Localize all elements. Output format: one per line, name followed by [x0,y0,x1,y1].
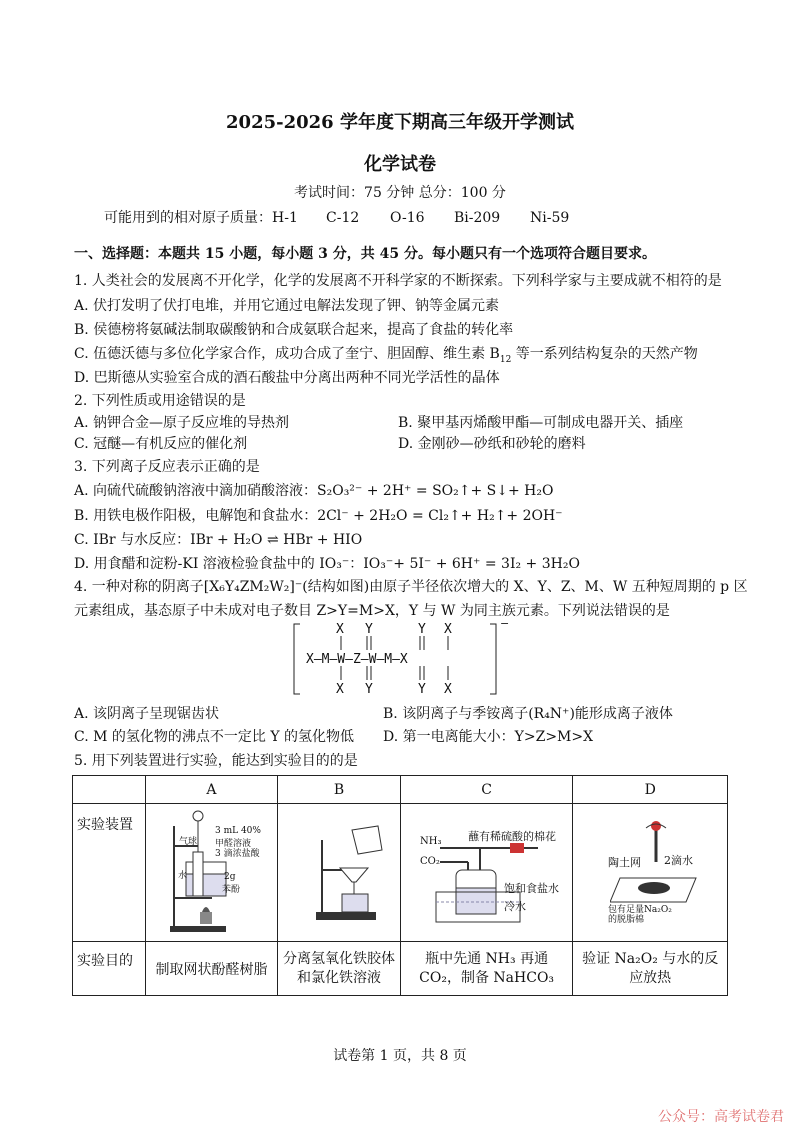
label-balloon: 气球 [179,837,198,847]
label-phenol: 苯酚 [222,885,241,895]
q2-option-d: D. 金刚砂—砂纸和砂轮的磨料 [398,436,586,452]
q3-stem: 3. 下列离子反应表示正确的是 [74,459,260,475]
q2-option-b: B. 聚甲基丙烯酸甲酯—可制成电器开关、插座 [398,415,684,431]
row-apparatus-label: 实验装置 [73,804,146,942]
q1-stem: 1. 人类社会的发展离不开化学，化学的发展离不开科学家的不断探索。下列科学家与主要成就不相符的是 [74,273,722,289]
label-cotton-1: 包有足量Na₂O₂ [608,905,672,915]
q2-option-c: C. 冠醚—有机反应的催化剂 [74,436,248,452]
table-corner [73,776,146,804]
q1-option-c [74,344,698,370]
watermark: 公众号：高考试卷君 [658,1109,784,1125]
label-water: 水 [178,871,188,881]
section-heading: 一、选择题：本题共 15 小题，每小题 3 分，共 45 分。每小题只有一个选项符合题目要求。 [74,246,656,262]
q4-option-a: A. 该阴离子呈现锯齿状 [74,706,220,722]
label-nh3: NH₃ [420,836,442,847]
purpose-d: 验证 Na₂O₂ 与水的反应放热 [573,942,728,996]
structure-charge: − [500,617,510,630]
q3-option-b: B. 用铁电极作阳极，电解饱和食盐水：2Cl⁻ + 2H₂O = Cl₂↑+ H₂↑+ 2OH⁻ [74,508,563,524]
atomic-mass-ni: Ni-59 [530,210,570,226]
q4-option-b: B. 该阴离子与季铵离子(R₄N⁺)能形成离子液体 [383,706,673,722]
column-a: A [145,776,277,804]
apparatus-b-drawing [312,820,392,926]
label-cotton: 蘸有稀硫酸的棉花 [468,830,556,843]
q3-option-d: D. 用食醋和淀粉-KI 溶液检验食盐中的 IO₃⁻：IO₃⁻+ 5I⁻ + 6H⁺ = 3I₂ + 3H₂O [74,556,580,572]
label-brine: 饱和食盐水 [504,882,559,895]
atomic-mass-c: C-12 [326,210,360,226]
q3-option-a: A. 向硫代硫酸钠溶液中滴加硝酸溶液：S₂O₃²⁻ + 2H⁺ = SO₂↑+ S↓+ H₂O [74,483,554,499]
purpose-b: 分离氢氧化铁胶体和氯化铁溶液 [278,942,401,996]
label-co2: CO₂ [420,856,440,867]
structure-top-3: Y [418,622,426,637]
label-cotton-2: 的脱脂棉 [608,915,645,925]
structure-bottom-3: Y [418,682,426,697]
purpose-a: 制取网状酚醛树脂 [145,942,277,996]
structure-bottom-1: X [336,682,344,697]
q3-option-c: C. IBr 与水反应：IBr + H₂O ⇌ HBr + HIO [74,532,363,548]
q1-option-c-sub: 12 [499,354,512,365]
atomic-mass-h: H-1 [272,210,298,226]
label-reagent-1: 3 mL 40% [215,826,261,836]
time-score: 考试时间：75 分钟 总分：100 分 [294,185,506,201]
atomic-masses-label: 可能用到的相对原子质量： [104,210,272,226]
q2-stem: 2. 下列性质或用途错误的是 [74,393,246,409]
structure-middle: X—M—W—Z—W—M—X [306,652,408,667]
atomic-mass-o: O-16 [390,210,425,226]
q1-option-d: D. 巴斯德从实验室合成的酒石酸盐中分离出两种不同光学活性的晶体 [74,370,500,386]
column-c: C [400,776,573,804]
structure-top-1: X [336,622,344,637]
q5-stem: 5. 用下列装置进行实验，能达到实验目的的是 [74,753,358,769]
structure-top-2: Y [365,622,373,637]
q1-option-b: B. 侯德榜将氨碱法制取碳酸钠和合成氨联合起来，提高了食盐的转化率 [74,322,514,338]
label-mass: 2g [224,872,236,882]
label-reagent-3: 3 滴浓盐酸 [215,849,260,859]
label-cold-water: 冷水 [504,900,526,913]
subject-title: 化学试卷 [364,154,436,175]
q2-option-a: A. 钠钾合金—原子反应堆的导热剂 [74,415,290,431]
q4-stem-line2: 元素组成，基态原子中未成对电子数目 Z>Y=M>X，Y 与 W 为同主族元素。下列说法错误的是 [74,603,670,619]
label-reagent-2: 甲醛溶液 [215,839,252,849]
structure-bottom-2: Y [365,682,373,697]
structure-bottom-4: X [444,682,452,697]
q1-option-a: A. 伏打发明了伏打电堆，并用它通过电解法发现了钾、钠等金属元素 [74,298,500,314]
column-b: B [278,776,401,804]
q4-option-c: C. M 的氢化物的沸点不一定比 Y 的氢化物低 [74,729,355,745]
atomic-mass-bi: Bi-209 [454,210,501,226]
q4-stem-line1: 4. 一种对称的阴离子[X₆Y₄ZM₂W₂]⁻(结构如图)由原子半径依次增大的 X、Y、Z、M、W 五种短周期的 p 区 [74,579,748,595]
row-purpose-label: 实验目的 [73,942,146,996]
purpose-c: 瓶中先通 NH₃ 再通 CO₂，制备 NaHCO₃ [400,942,573,996]
page-footer: 试卷第 1 页，共 8 页 [333,1048,467,1064]
exam-title: 2025-2026 学年度下期高三年级开学测试 [226,112,574,133]
structure-top-4: X [444,622,452,637]
label-drops: 2滴水 [664,854,693,867]
q1-option-c-pre: C. 伍德沃德与多位化学家合作，成功合成了奎宁、胆固醇、维生素 B [74,346,500,362]
q1-option-c-post: 等一系列结构复杂的天然产物 [511,346,698,362]
label-mesh: 陶土网 [608,856,641,869]
column-d: D [573,776,728,804]
q4-option-d: D. 第一电离能大小：Y>Z>M>X [383,729,594,745]
